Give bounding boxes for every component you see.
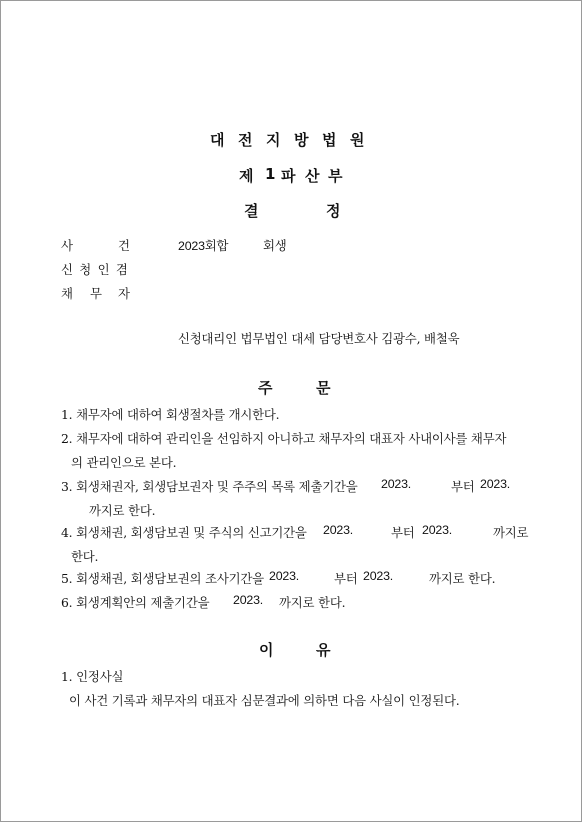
case-name: 회생 [263,238,287,253]
division-char: 부 [328,167,343,185]
document-type [1,200,581,220]
order-item-5 [1,569,581,587]
case-label-char: 건 [118,238,130,253]
reason-heading [1,639,581,659]
court-name-char: 법 [322,131,337,149]
debtor-label-char: 무 [90,286,102,301]
division-name [1,165,581,185]
order-item-3-date-start: 2023. [381,477,412,491]
order-item-4-date-end: 2023. [422,523,453,537]
order-heading-char: 문 [316,379,331,397]
court-name-char: 방 [294,131,309,149]
order-item-2-cont: 의 관리인으로 본다. [71,455,177,470]
order-item-3-from: 부터 [451,479,475,494]
order-item-1: 1. 채무자에 대하여 회생절차를 개시한다. [61,407,280,422]
attorney-line: 신청대리인 법무법인 대세 담당변호사 김광수, 배철욱 [178,331,460,346]
order-item-6-until: 까지로 한다. [279,595,346,610]
debtor-label-char: 자 [118,286,130,301]
applicant-label: 신 청 인 겸 [61,262,130,277]
order-heading-char: 주 [258,379,273,397]
order-item-5-date-start: 2023. [269,569,300,583]
reason-heading-char: 이 [259,641,274,659]
division-char: 산 [305,167,320,185]
doc-type-char: 정 [326,202,341,220]
order-item-4-until: 까지로 [493,525,529,540]
order-item-6-text: 6. 회생계획안의 제출기간을 [61,595,210,610]
order-item-4-from: 부터 [391,525,415,540]
court-name-char: 전 [238,131,253,149]
division-char: 파 [281,167,296,185]
order-item-3 [1,477,581,495]
order-item-3-text: 3. 회생채권자, 회생담보권자 및 주주의 목록 제출기간을 [61,479,358,494]
order-item-4 [1,523,581,541]
order-item-2: 2. 채무자에 대하여 관리인을 선임하지 아니하고 채무자의 대표자 사내이사를 채무자 [61,431,507,446]
order-item-5-date-end: 2023. [363,569,394,583]
division-char: 제 [239,167,254,185]
reason-subheading: 1. 인정사실 [61,669,124,684]
order-item-4-date-start: 2023. [323,523,354,537]
court-name [1,129,581,149]
order-item-5-text: 5. 회생채권, 회생담보권의 조사기간을 [61,571,264,586]
order-item-6 [1,593,581,611]
order-item-3-cont: 까지로 한다. [89,503,156,518]
case-number: 2023회합 [178,239,229,253]
order-item-3-date-end: 2023. [480,477,511,491]
reason-heading-char: 유 [316,641,331,659]
order-item-5-from: 부터 [334,571,358,586]
court-name-char: 지 [266,131,281,149]
division-char: 1 [265,165,276,183]
reason-paragraph: 이 사건 기록과 채무자의 대표자 심문결과에 의하면 다음 사실이 인정된다. [69,693,460,708]
order-item-5-until: 까지로 한다. [429,571,496,586]
court-name-char: 대 [210,131,225,149]
order-item-4-cont: 한다. [71,549,99,564]
debtor-label-char: 채 [61,286,73,301]
order-item-4-text: 4. 회생채권, 회생담보권 및 주식의 신고기간을 [61,525,307,540]
court-name-char: 원 [350,131,365,149]
doc-type-char: 결 [244,202,259,220]
order-item-6-date: 2023. [233,593,264,607]
case-label-char: 사 [61,238,73,253]
debtor-row [1,284,581,302]
case-row [1,236,581,254]
order-heading [1,377,581,397]
